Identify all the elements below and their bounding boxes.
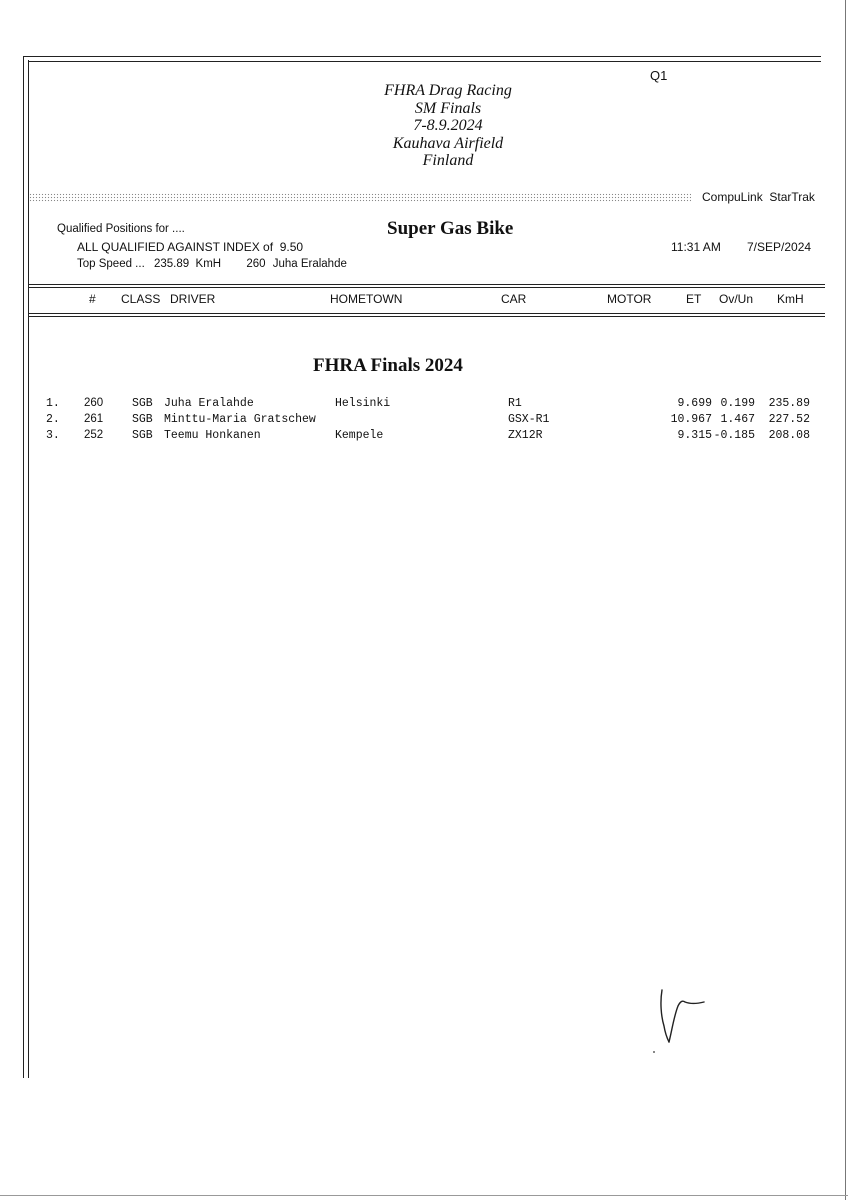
col-ovun-header: Ov/Un: [719, 292, 754, 306]
top-speed-number: 260: [246, 258, 266, 270]
row-driver: Minttu-Maria Gratschew: [164, 413, 316, 426]
header-rule-top-1: [28, 284, 825, 285]
system-label: CompuLink StarTrak: [702, 190, 815, 204]
table-row: [0, 413, 848, 427]
row-ovun: 0.199: [720, 397, 755, 410]
row-et: 10.967: [670, 413, 712, 426]
top-speed-driver: Juha Eralahde: [272, 258, 347, 270]
header-rule-bottom-1: [28, 313, 825, 314]
row-class: SGB: [132, 429, 153, 442]
row-et: 9.699: [677, 397, 712, 410]
page-edge-right: [845, 0, 846, 1200]
page-edge-bottom: [0, 1195, 848, 1196]
frame-top-outer: [23, 56, 821, 57]
col-num-header: #: [89, 292, 96, 306]
row-kmh: 208.08: [768, 429, 810, 442]
col-kmh-header: KmH: [777, 292, 804, 306]
class-title: Super Gas Bike: [387, 218, 514, 239]
event-country: Finland: [422, 152, 474, 169]
dotted-separator: [29, 193, 691, 202]
index-line: ALL QUALIFIED AGAINST INDEX of 9.50: [77, 240, 304, 254]
row-number: 260: [84, 397, 104, 409]
report-time: 11:31 AM: [671, 240, 721, 254]
col-driver-header: DRIVER: [170, 292, 216, 306]
row-ovun: -0.185: [713, 429, 755, 442]
col-motor-header: MOTOR: [607, 292, 652, 306]
table-row: [0, 429, 848, 443]
event-heading: [330, 82, 566, 170]
event-venue: Kauhava Airfield: [392, 134, 504, 152]
header-rule-top-2: [28, 287, 825, 288]
row-number: 261: [84, 413, 104, 425]
col-car-header: CAR: [501, 292, 527, 306]
report-date: 7/SEP/2024: [747, 240, 812, 254]
row-position: 1.: [46, 397, 60, 410]
col-et-header: ET: [686, 292, 702, 306]
row-position: 3.: [46, 429, 60, 442]
top-speed-line: [77, 258, 347, 270]
section-title: FHRA Finals 2024: [313, 355, 463, 376]
top-speed-value: 235.89 KmH: [153, 258, 222, 270]
row-driver: Teemu Honkanen: [164, 429, 261, 442]
frame-left-outer: [23, 56, 24, 1078]
row-number: 252: [84, 429, 104, 441]
row-hometown: Kempele: [335, 429, 384, 442]
row-class: SGB: [132, 397, 153, 410]
row-ovun: 1.467: [720, 413, 755, 426]
session-label: Q1: [650, 68, 668, 83]
qualified-for-label: Qualified Positions for ....: [57, 223, 185, 235]
signature-mark: [652, 982, 712, 1062]
row-kmh: 235.89: [768, 397, 810, 410]
row-class: SGB: [132, 413, 153, 426]
row-car: ZX12R: [508, 429, 543, 442]
event-name: FHRA Drag Racing: [384, 82, 512, 99]
frame-left-inner: [28, 60, 29, 1078]
top-speed-label: Top Speed ...: [77, 258, 145, 270]
event-dates: 7-8.9.2024: [413, 117, 483, 134]
table-row: [0, 397, 848, 411]
event-round: SM Finals: [414, 99, 482, 117]
frame-top-inner: [28, 61, 821, 62]
col-hometown-header: HOMETOWN: [330, 292, 403, 306]
row-car: GSX-R1: [508, 413, 550, 426]
row-et: 9.315: [677, 429, 712, 442]
row-driver: Juha Eralahde: [164, 397, 254, 410]
row-car: R1: [508, 397, 522, 410]
header-rule-bottom-2: [28, 316, 825, 317]
col-class-header: CLASS: [121, 292, 161, 306]
row-position: 2.: [46, 413, 60, 426]
row-hometown: Helsinki: [335, 397, 391, 410]
row-kmh: 227.52: [768, 413, 810, 426]
